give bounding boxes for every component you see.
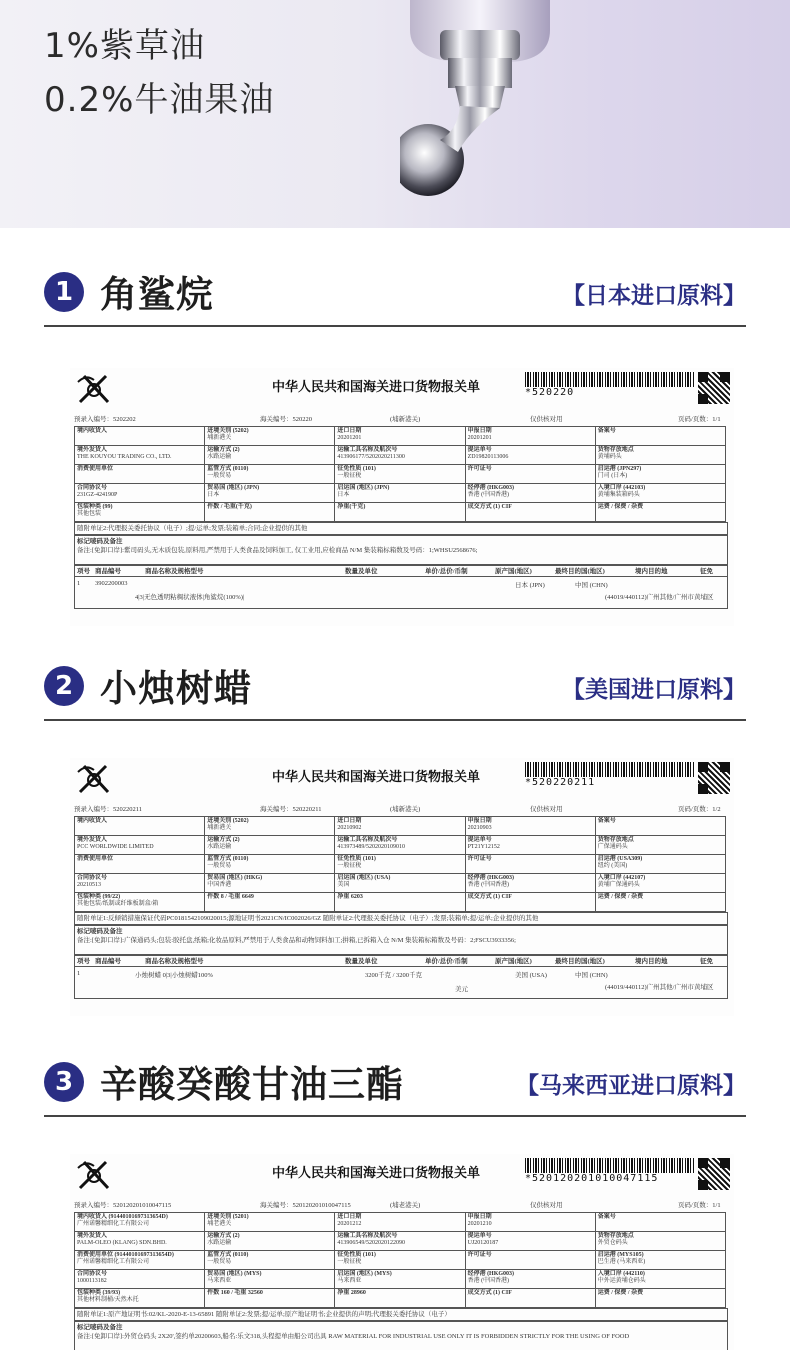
table-row <box>75 874 726 893</box>
goods-code: 3902200003 <box>95 580 128 587</box>
table-cell: 件数 160 / 毛重 32560 <box>205 1289 335 1308</box>
barcode-number: *520120201010047115 <box>525 1173 659 1184</box>
remarks-text: 备注:[免卸口岸]:广保通码头;包装:胶托盘,纸箱;化妆品原料,严禁用于人类食品和动物饲料加工;拼箱,已拆箱入仓 N/M 集装箱标箱数及号码：2;FSCU3933356; <box>77 937 516 944</box>
remarks-block <box>74 1321 728 1350</box>
doc-meta <box>70 412 734 426</box>
table-cell: 运费 / 保费 / 杂费 <box>595 503 725 522</box>
customs-number: 海关编号：520220211 <box>260 806 322 813</box>
goods-destination: 中国 (CHN) <box>575 972 608 979</box>
qr-code <box>698 372 730 404</box>
customs-number: 海关编号：520120201010047115 <box>260 1202 351 1209</box>
table-cell: 启运港 (USA309) 纽约 (美国) <box>595 855 725 874</box>
table-row <box>75 465 726 484</box>
section-number-badge: 3 <box>44 1062 84 1102</box>
table-cell: 入境口岸 (442110) 中外运黄埔仓码头 <box>595 1270 725 1289</box>
pre-entry-number: 预录入编号：5202202 <box>74 416 136 423</box>
table-cell: 运输工具名称及航次号 413973489/5202020109010 <box>335 836 465 855</box>
section-3-header <box>44 1054 746 1114</box>
table-cell: 消费使用单位 <box>75 855 205 874</box>
table-body <box>75 1213 726 1308</box>
table-cell: 监管方式 (0110) 一般贸易 <box>205 855 335 874</box>
attached-documents: 随附单证1:反倾销措施保证代码PC0181542109020015;源地证明书2021CN/IC002026/GZ 随附单证2:代理报关委托协议（电子）;发票;装箱单;提/运单;企业提供的其他 <box>74 912 728 925</box>
remarks-block <box>74 925 728 955</box>
table-cell: 境内收货人 (91440101697313654D) 广州诺馨精细化工有限公司 <box>75 1213 205 1232</box>
table-cell: 净重(千克) <box>335 503 465 522</box>
goods-header: 项号 商品编号 商品名称及规格型号 数量及单位 单价/总价/币制 原产国(地区) 最终目的国(地区) 境内目的地 征免 <box>75 956 727 967</box>
table-row <box>75 1289 726 1308</box>
ingredient-name: 角鲨烷 <box>100 273 214 316</box>
port-name: (埔老港关) <box>390 1202 421 1209</box>
section-number-badge: 1 <box>44 272 84 312</box>
verify-note: 仅供核对用 <box>530 806 563 813</box>
table-cell: 备案号 <box>595 427 725 446</box>
table-cell: 征免性质 (101) 一般征税 <box>335 855 465 874</box>
customs-declaration-3 <box>70 1154 734 1350</box>
table-cell: 监管方式 (0110) 一般贸易 <box>205 465 335 484</box>
table-cell: 许可证号 <box>465 1251 595 1270</box>
remarks-text: 备注:[免卸口岸]:紫司码头,无木质包装,原料用,严禁用于人类食品及饲料加工, 仅工业用,应检商品 N/M 集装箱标箱数及号码：1;WHSU2568676; <box>77 547 478 554</box>
doc-title: 中华人民共和国海关进口货物报关单 <box>272 770 481 785</box>
table-row <box>75 893 726 912</box>
ingredient-line-1: 1%紫草油 <box>44 26 205 66</box>
table-row <box>75 1270 726 1289</box>
table-cell: 境外发货人 PCC WORLDWIDE LIMITED <box>75 836 205 855</box>
table-cell: 货物存放地点 黄埔码头 <box>595 446 725 465</box>
table-cell: 备案号 <box>595 817 725 836</box>
page-count: 页码/页数：1/2 <box>678 806 721 813</box>
table-cell: 合同协议号 1000113182 <box>75 1270 205 1289</box>
port-name: (埔新港关) <box>390 806 421 813</box>
verify-note: 仅供核对用 <box>530 1202 563 1209</box>
goods-item: 1 <box>77 970 81 977</box>
table-cell: 申报日期 20210903 <box>465 817 595 836</box>
qr-code <box>698 762 730 794</box>
table-cell: 货物存放地点 外贸仓码头 <box>595 1232 725 1251</box>
attached-documents: 随附单证1:原产地证明书:02/KL-2020-E-13-65891 随附单证2:发票;提/运单;原产地证明书;企业提供的声明;代理报关委托协议（电子） <box>74 1308 728 1321</box>
pre-entry-number: 预录入编号：520220211 <box>74 806 143 813</box>
table-cell: 成交方式 (1) CIF <box>465 1289 595 1308</box>
table-cell: 经停港 (HKG003) 香港 (中国香港) <box>465 1270 595 1289</box>
doc-header <box>70 368 734 412</box>
table-cell: 件数 / 毛重(千克) <box>205 503 335 522</box>
section-2-header <box>44 658 746 718</box>
table-cell: 净重 28960 <box>335 1289 465 1308</box>
origin-label: 【日本进口原料】 <box>562 283 746 309</box>
section-1-header <box>44 264 746 324</box>
remarks-label: 标记唛码及备注 <box>77 1324 123 1331</box>
table-cell: 运输工具名称及航次号 413906177/5202020211300 <box>335 446 465 465</box>
goods-item: 1 <box>77 580 81 587</box>
table-body <box>75 427 726 522</box>
remarks-text: 备注:[免卸口岸]:外贸仓码头 2X20',签约单20200603,船名:乐文318,头程提单由船公司出具 RAW MATERIAL FOR INDUSTRIAL USE ONLY IT IS FORBIDDEN STRICTLY FOR THE USING OF FOOD <box>77 1333 630 1340</box>
section-divider <box>44 325 746 327</box>
table-cell: 申报日期 20201210 <box>465 1213 595 1232</box>
table-cell: 成交方式 (1) CIF <box>465 893 595 912</box>
customs-declaration-2 <box>70 758 734 1016</box>
qr-code <box>698 1158 730 1190</box>
remarks-block <box>74 535 728 565</box>
table-cell: 启运国 (地区) (USA) 美国 <box>335 874 465 893</box>
table-cell: 运费 / 保费 / 杂费 <box>595 893 725 912</box>
table-cell: 入境口岸 (442107) 黄埔广保通码头 <box>595 874 725 893</box>
table-cell: 许可证号 <box>465 855 595 874</box>
goods-origin: 日本 (JPN) <box>515 582 545 589</box>
section-divider <box>44 1115 746 1117</box>
table-row <box>75 503 726 522</box>
table-row <box>75 1213 726 1232</box>
goods-spec: 小烛树蜡 0|3|小烛树蜡100% <box>135 972 213 979</box>
table-cell: 申报日期 20201201 <box>465 427 595 446</box>
table-cell: 贸易国 (地区) (HKG) 中国香港 <box>205 874 335 893</box>
table-cell: 包装种类 (39/93) 其他材料制桶/天然木托 <box>75 1289 205 1308</box>
goods-destination: 中国 (CHN) <box>575 582 608 589</box>
barcode <box>525 1158 695 1173</box>
table-cell: 运费 / 保费 / 杂费 <box>595 1289 725 1308</box>
remarks-label: 标记唛码及备注 <box>77 928 123 935</box>
table-cell: 件数 8 / 毛重 6649 <box>205 893 335 912</box>
table-cell: 启运港 (JPN297) 门司 (日本) <box>595 465 725 484</box>
table-body <box>75 817 726 912</box>
table-cell: 监管方式 (0110) 一般贸易 <box>205 1251 335 1270</box>
table-cell: 提运单号 UJ20120187 <box>465 1232 595 1251</box>
table-cell: 成交方式 (1) CIF <box>465 503 595 522</box>
goods-domestic-dest: (44019/440112)广州其他/广州市黄埔区 <box>605 594 714 601</box>
goods-table <box>74 955 728 999</box>
table-cell: 启运国 (地区) (JPN) 日本 <box>335 484 465 503</box>
table-cell: 境外发货人 THE KOUYOU TRADING CO., LTD. <box>75 446 205 465</box>
dropper-image <box>400 0 560 200</box>
table-cell: 货物存放地点 广保通码头 <box>595 836 725 855</box>
table-cell: 运输工具名称及航次号 413906549/5202020122090 <box>335 1232 465 1251</box>
doc-title: 中华人民共和国海关进口货物报关单 <box>272 1166 481 1181</box>
table-cell: 征免性质 (101) 一般征税 <box>335 1251 465 1270</box>
table-cell: 进境关别 (5202) 埔新港关 <box>205 817 335 836</box>
origin-label: 【美国进口原料】 <box>562 677 746 703</box>
ingredient-line-2: 0.2%牛油果油 <box>44 80 275 120</box>
table-cell: 贸易国 (地区) (JPN) 日本 <box>205 484 335 503</box>
table-cell: 运输方式 (2) 水路运输 <box>205 1232 335 1251</box>
table-cell: 包装种类 (99) 其他包装 <box>75 503 205 522</box>
origin-label: 【马来西亚进口原料】 <box>516 1073 746 1099</box>
ingredient-name: 小烛树蜡 <box>100 667 252 710</box>
table-cell: 提运单号 ZD19820113006 <box>465 446 595 465</box>
table-cell: 经停港 (HKG003) 香港 (中国香港) <box>465 484 595 503</box>
goods-spec: 4|3|无色透明粘稠状液体|角鲨烷(100%)| <box>135 594 245 601</box>
table-cell: 经停港 (HKG003) 香港 (中国香港) <box>465 874 595 893</box>
goods-table <box>74 565 728 609</box>
customs-declaration-1 <box>70 368 734 626</box>
declaration-table <box>74 426 726 522</box>
table-cell: 合同协议号 231GZ-424190P <box>75 484 205 503</box>
table-cell: 境内收货人 <box>75 427 205 446</box>
table-cell: 征免性质 (101) 一般征税 <box>335 465 465 484</box>
section-number-badge: 2 <box>44 666 84 706</box>
table-cell: 境外发货人 PALM-OLEO (KLANG) SDN.BHD. <box>75 1232 205 1251</box>
table-cell: 启运国 (地区) (MYS) 马来西亚 <box>335 1270 465 1289</box>
table-cell: 消费使用单位 <box>75 465 205 484</box>
declaration-table <box>74 1212 726 1308</box>
section-divider <box>44 719 746 721</box>
table-cell: 提运单号 PT21Y12152 <box>465 836 595 855</box>
page-count: 页码/页数：1/1 <box>678 1202 721 1209</box>
table-cell: 贸易国 (地区) (MYS) 马来西亚 <box>205 1270 335 1289</box>
table-cell: 入境口岸 (442103) 黄埔集装箱码头 <box>595 484 725 503</box>
goods-currency: 美元 <box>455 986 468 993</box>
page-count: 页码/页数：1/1 <box>678 416 721 423</box>
goods-domestic-dest: (44019/440112)广州其他/广州市黄埔区 <box>605 984 714 991</box>
table-cell: 消费使用单位 (91440101697313654D) 广州诺馨精细化工有限公司 <box>75 1251 205 1270</box>
attached-documents: 随附单证2:代理报关委托协议（电子）;提/运单;发票;装箱单;合同;企业提供的其他 <box>74 522 728 535</box>
doc-meta <box>70 1198 734 1212</box>
table-row <box>75 855 726 874</box>
doc-header <box>70 758 734 802</box>
customs-emblem-icon <box>76 762 112 798</box>
table-cell: 进口日期 20201212 <box>335 1213 465 1232</box>
table-cell: 运输方式 (2) 水路运输 <box>205 446 335 465</box>
port-name: (埔新港关) <box>390 416 421 423</box>
customs-emblem-icon <box>76 372 112 408</box>
remarks-label: 标记唛码及备注 <box>77 538 123 545</box>
declaration-table <box>74 816 726 912</box>
table-row <box>75 1232 726 1251</box>
table-cell: 境内收货人 <box>75 817 205 836</box>
doc-title: 中华人民共和国海关进口货物报关单 <box>272 380 481 395</box>
barcode-number: *520220211 <box>525 777 596 788</box>
verify-note: 仅供核对用 <box>530 416 563 423</box>
table-cell: 进口日期 20210902 <box>335 817 465 836</box>
table-row <box>75 817 726 836</box>
table-cell: 包装种类 (99/22) 其他包装/纸制或纤维板制盒/箱 <box>75 893 205 912</box>
barcode <box>525 372 695 387</box>
goods-origin: 美国 (USA) <box>515 972 547 979</box>
table-cell: 运输方式 (2) 水路运输 <box>205 836 335 855</box>
table-cell: 合同协议号 20210513 <box>75 874 205 893</box>
barcode-number: *520220 <box>525 387 575 398</box>
table-cell: 进口日期 20201201 <box>335 427 465 446</box>
table-row <box>75 446 726 465</box>
table-cell: 进境关别 (5202) 埔新港关 <box>205 427 335 446</box>
table-row <box>75 484 726 503</box>
top-banner <box>0 0 790 228</box>
table-row <box>75 427 726 446</box>
table-cell: 备案号 <box>595 1213 725 1232</box>
barcode <box>525 762 695 777</box>
customs-number: 海关编号：520220 <box>260 416 312 423</box>
doc-header <box>70 1154 734 1198</box>
table-cell: 启运港 (MYS105) 巴生港 (马来西亚) <box>595 1251 725 1270</box>
goods-quantity: 3200千克 / 3200千克 <box>365 972 423 979</box>
ingredient-name: 辛酸癸酸甘油三酯 <box>100 1063 404 1106</box>
pre-entry-number: 预录入编号：520120201010047115 <box>74 1202 172 1209</box>
table-cell: 许可证号 <box>465 465 595 484</box>
table-row <box>75 1251 726 1270</box>
table-cell: 进境关别 (5201) 埔老港关 <box>205 1213 335 1232</box>
table-cell: 净重 6203 <box>335 893 465 912</box>
doc-meta <box>70 802 734 816</box>
table-row <box>75 836 726 855</box>
customs-emblem-icon <box>76 1158 112 1194</box>
goods-header: 项号 商品编号 商品名称及规格型号 数量及单位 单价/总价/币制 原产国(地区) 最终目的国(地区) 境内目的地 征免 <box>75 566 727 577</box>
